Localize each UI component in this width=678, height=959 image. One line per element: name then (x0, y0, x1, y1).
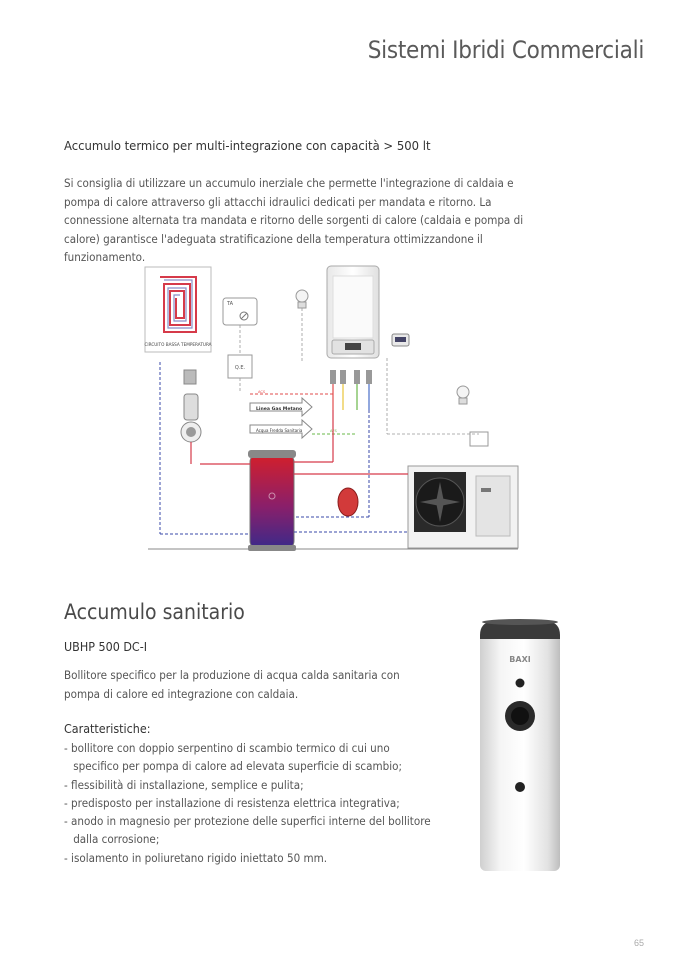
product-model-name: UBHP 500 DC-I (64, 640, 148, 654)
section-heading-thermal-storage: Accumulo termico per multi-integrazione con capacità > 500 lt (64, 138, 431, 153)
circuit-label: CIRCUITO BASSA TEMPERATURA (144, 342, 212, 347)
list-item: - anodo in magnesio per protezione delle superfici interne del bollitore dalla corrosione; (64, 813, 432, 850)
page-number: 65 (633, 938, 644, 948)
remote-control-icon (392, 334, 409, 346)
acs-label: ACS (258, 390, 266, 394)
gas-line-arrow (250, 398, 312, 416)
qe-label: Q.E. (234, 365, 246, 371)
water-heater-image (470, 615, 570, 875)
ta-label: TA (227, 301, 234, 307)
control-panel-box (228, 355, 252, 378)
page-title: Sistemi Ibridi Commerciali (367, 36, 644, 64)
gas-label: Linea Gas Metano (256, 407, 303, 412)
section-body-thermal-storage: Si consiglia di utilizzare un accumulo inerziale che permette l'integrazione di caldaia e pompa di calore attraverso gli attacchi idraulici dedicati per mandata e ritorno. La connessione alternata tra mandata e ritorno delle sorgenti di calore (caldaia e pompa di calore) garantisce l'adeguata stratificazione della temperatura ottimizzandone il funzionamento. (64, 177, 524, 264)
brand-logo: BAXI (509, 655, 531, 664)
list-item: - isolamento in poliuretano rigido iniettato 50 mm. (64, 850, 432, 868)
list-item: - predisposto per installazione di resistenza elettrica integrativa; (64, 795, 432, 813)
product-description: Bollitore specifico per la produzione di acqua calda sanitaria con pompa di calore ed integrazione con caldaia. (64, 669, 400, 701)
list-item: - bollitore con doppio serpentino di scambio termico di cui uno specifico per pompa di calore ad elevata superficie di scambio; (64, 740, 432, 777)
underfloor-circuit (144, 267, 211, 352)
outdoor-sensor-icon (296, 290, 308, 308)
circulation-pump (181, 370, 201, 442)
thermostat-icon (223, 298, 257, 325)
water-label: Acqua Fredda Sanitaria (256, 428, 303, 433)
section-title-sanitary-storage: Accumulo sanitario (64, 600, 245, 624)
features-heading: Caratteristiche: (64, 722, 151, 736)
buffer-tank (248, 450, 296, 551)
list-item: - flessibilità di installazione, semplice e pulita; (64, 777, 432, 795)
heat-pump-unit (408, 466, 518, 548)
gas-boiler (327, 266, 379, 358)
cold-water-arrow (250, 420, 312, 438)
features-list (64, 740, 432, 868)
outdoor-sensor-icon-2 (457, 386, 469, 404)
hydraulic-diagram (140, 262, 530, 557)
expansion-vessel (338, 488, 358, 516)
boiler-valves (330, 370, 372, 384)
afs-label: AFS (330, 429, 337, 433)
